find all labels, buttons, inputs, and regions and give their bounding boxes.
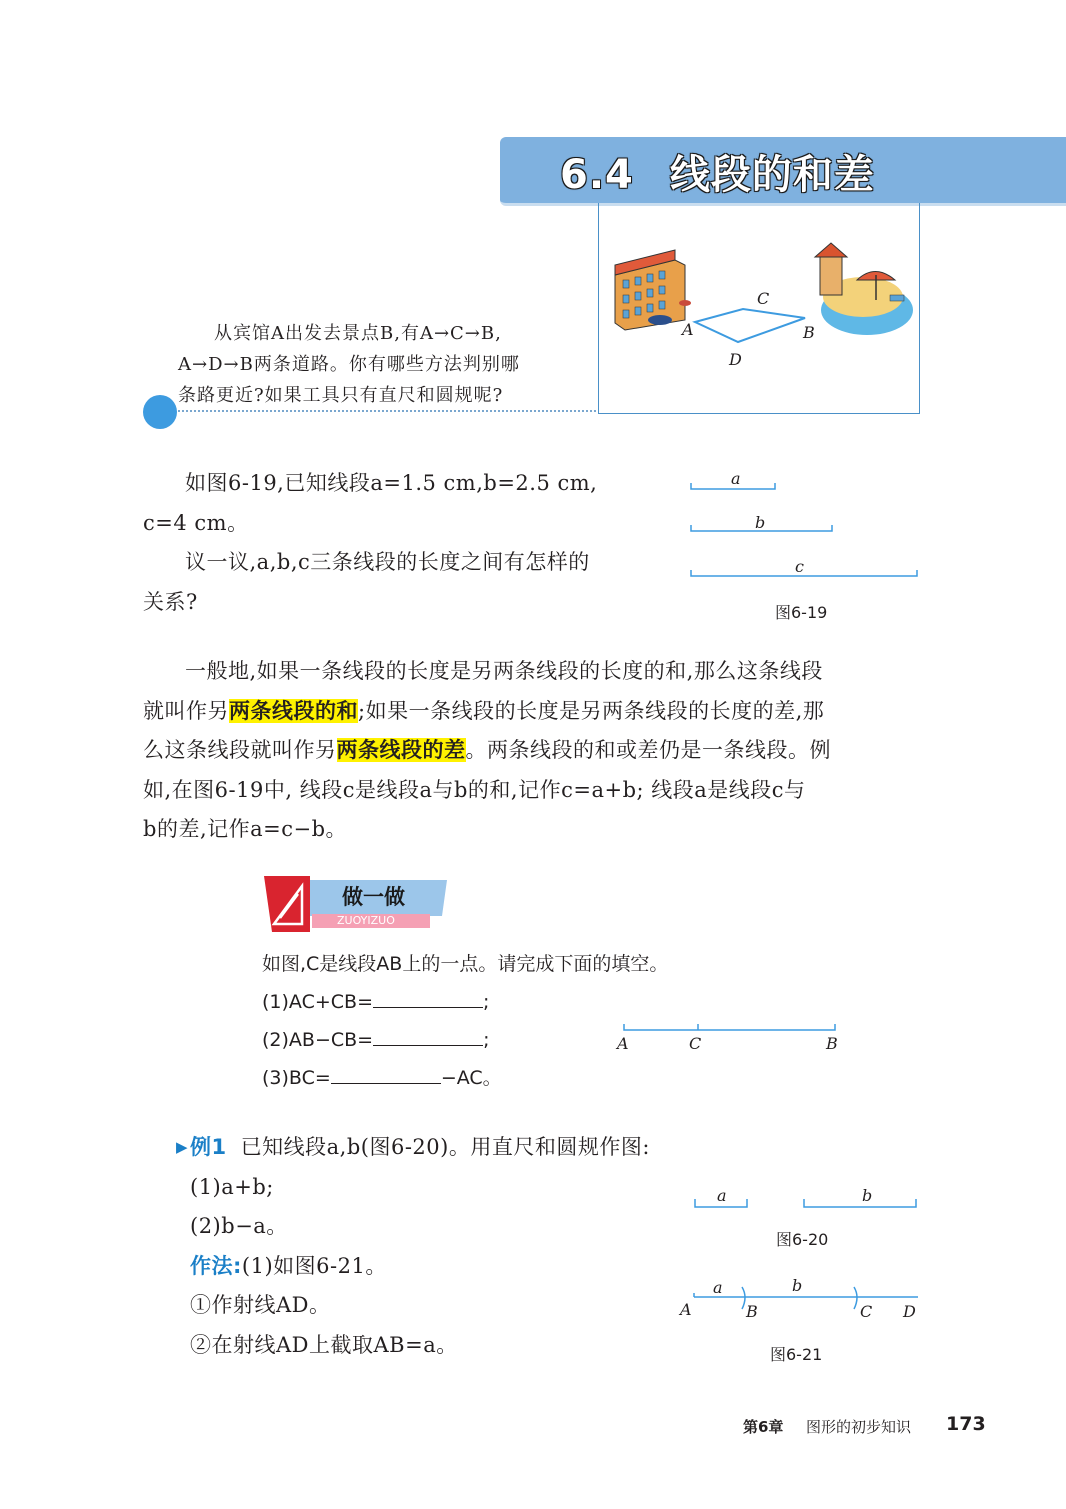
example-part1: (1)a+b; xyxy=(190,1174,274,1199)
def-l3a: 么这条线段就叫作另 xyxy=(143,738,337,762)
acb-label-c: C xyxy=(689,1034,702,1053)
fig621-label-b: b xyxy=(792,1276,803,1295)
fig620-caption: 图6-20 xyxy=(776,1230,829,1249)
zuoyizuo-pinyin: ZUOYIZUO xyxy=(337,914,395,927)
beach-illustration xyxy=(815,243,913,335)
section-title xyxy=(560,143,875,200)
figure-6-21 xyxy=(690,1285,922,1315)
fig620-segment-b xyxy=(804,1199,916,1207)
example-1 xyxy=(190,1128,730,1365)
para1-line1: 如图6-19,已知线段a=1.5 cm,b=2.5 cm, xyxy=(185,471,598,495)
para1-line3: 议一议,a,b,c三条线段的长度之间有怎样的 xyxy=(185,550,590,574)
section-title-text: 线段的和差 xyxy=(669,152,875,198)
answer-blank-1[interactable] xyxy=(373,989,483,1008)
exercise-prompt: 如图,C是线段AB上的一点。请完成下面的填空。 xyxy=(262,953,669,975)
para1-line4: 关系? xyxy=(143,589,198,614)
arc-c xyxy=(854,1287,857,1309)
intro-question xyxy=(178,318,583,411)
fig621-caption: 图6-21 xyxy=(770,1345,823,1364)
term-difference: 两条线段的差 xyxy=(336,738,466,762)
section-number: 6.4 xyxy=(560,152,634,198)
item2-end: ; xyxy=(483,1029,490,1051)
item1-text: (1)AC+CB= xyxy=(262,991,373,1013)
figure-6-19 xyxy=(685,475,925,585)
intro-point-b: B xyxy=(803,323,815,342)
example-method xyxy=(190,1247,730,1287)
route-quadrilateral xyxy=(695,309,805,342)
para1-line2: c=4 cm。 xyxy=(143,510,249,535)
fig620-label-b: b xyxy=(862,1186,873,1205)
def-line1: 一般地,如果一条线段的长度是另两条线段的长度的和,那么这条线段 xyxy=(185,659,823,683)
item3-end: −AC。 xyxy=(440,1067,502,1089)
def-l2b: ;如果一条线段的长度是另两条线段的长度的差,那 xyxy=(358,698,825,723)
arc-b xyxy=(742,1287,745,1309)
intro-line-2: A→D→B两条道路。你有哪些方法判别哪 xyxy=(178,354,520,375)
def-line4: 如,在图6-19中, 线段c是线段a与b的和,记作c=a+b; 线段a是线段c与 xyxy=(143,777,806,802)
hotel-illustration xyxy=(615,250,691,330)
fig621-point-d: D xyxy=(903,1302,916,1321)
item1-end: ; xyxy=(483,991,490,1013)
intro-point-a: A xyxy=(682,320,694,339)
acb-label-a: A xyxy=(617,1034,629,1053)
fig621-point-c: C xyxy=(860,1302,873,1321)
method-label: 作法: xyxy=(190,1253,242,1278)
segment-acb-figure xyxy=(618,1020,843,1036)
def-l3b: 。两条线段的和或差仍是一条线段。例 xyxy=(465,738,831,762)
dotted-divider xyxy=(178,410,596,412)
example-arrow-icon: ▶ xyxy=(176,1138,188,1156)
item3-text: (3)BC= xyxy=(262,1067,331,1089)
fig619-label-c: c xyxy=(795,557,804,576)
fig619-caption: 图6-19 xyxy=(775,603,828,622)
example-label: 例1 xyxy=(190,1135,227,1159)
definition-paragraph xyxy=(143,652,933,850)
para-fig619 xyxy=(143,464,663,622)
example-step2: ②在射线AD上截取AB=a。 xyxy=(190,1332,458,1357)
def-l2a: 就叫作另 xyxy=(143,698,229,723)
section-marker-dot xyxy=(143,395,177,429)
fig619-label-a: a xyxy=(731,469,741,488)
answer-blank-2[interactable] xyxy=(373,1027,483,1046)
fig619-label-b: b xyxy=(755,513,766,532)
def-line5: b的差,记作a=c−b。 xyxy=(143,817,348,841)
def-line2 xyxy=(143,692,933,732)
footer-chapter-title: 图形的初步知识 xyxy=(806,1418,912,1436)
method-text: (1)如图6-21。 xyxy=(241,1253,387,1278)
example-step1: ①作射线AD。 xyxy=(190,1293,331,1317)
intro-line-3: 条路更近?如果工具只有直尺和圆规呢? xyxy=(178,385,504,406)
footer-chapter: 第6章 xyxy=(743,1418,784,1436)
fig621-point-a: A xyxy=(680,1300,692,1319)
def-line3 xyxy=(143,731,933,771)
fig621-point-b: B xyxy=(746,1302,758,1321)
item2-text: (2)AB−CB= xyxy=(262,1029,374,1051)
zuoyizuo-title: 做一做 xyxy=(342,885,405,909)
example-1-line xyxy=(190,1128,730,1168)
answer-blank-3[interactable] xyxy=(331,1065,441,1084)
fig621-label-a: a xyxy=(713,1278,723,1297)
intro-line-1: 从宾馆A出发去景点B,有A→C→B, xyxy=(214,323,502,344)
example-part2: (2)b−a。 xyxy=(190,1214,288,1238)
exercise-item-3 xyxy=(262,1059,782,1097)
fig620-label-a: a xyxy=(717,1186,727,1205)
segment-c xyxy=(691,570,917,576)
intro-point-c: C xyxy=(757,289,770,308)
page-number: 173 xyxy=(946,1413,986,1435)
term-sum: 两条线段的和 xyxy=(229,698,358,723)
intro-point-d: D xyxy=(729,350,742,369)
example-text: 已知线段a,b(图6-20)。用直尺和圆规作图: xyxy=(240,1135,650,1159)
exercise-item-1 xyxy=(262,983,782,1021)
acb-label-b: B xyxy=(826,1034,838,1053)
